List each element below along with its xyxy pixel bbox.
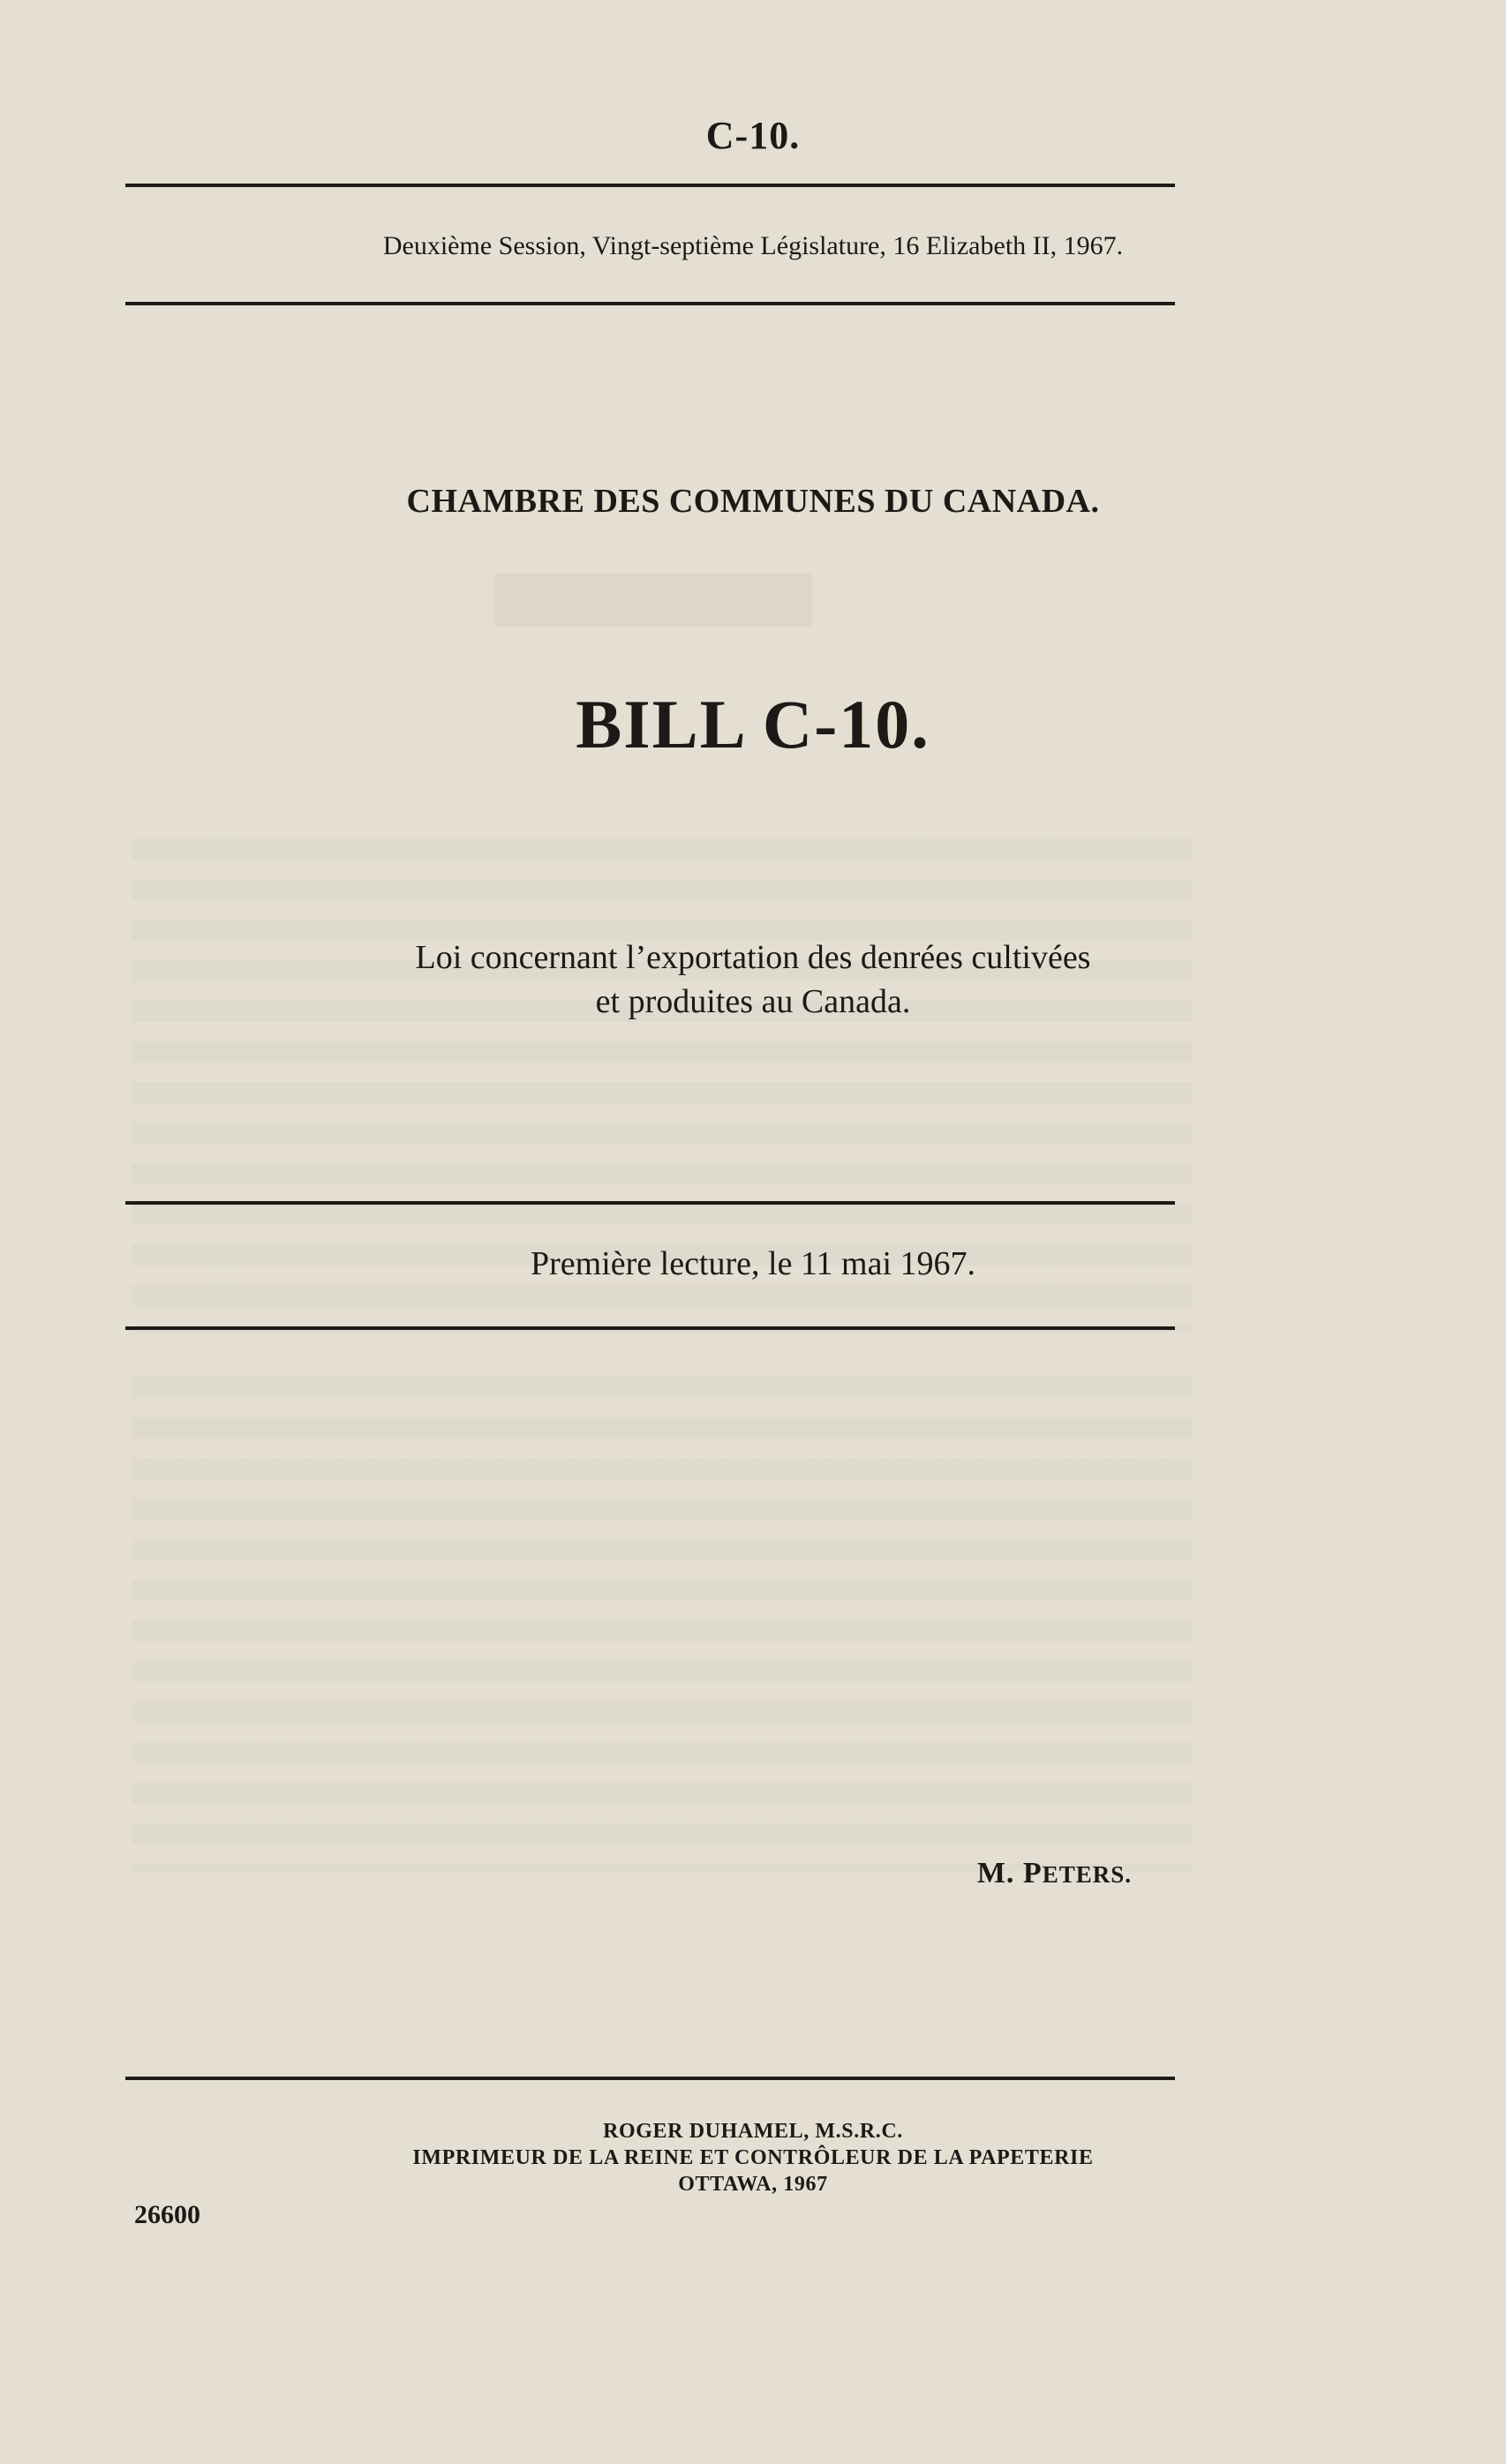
horizontal-rule xyxy=(125,2077,1175,2080)
long-title xyxy=(0,935,1506,1024)
first-reading-line: Première lecture, le 11 mai 1967. xyxy=(530,1245,976,1282)
job-number: 26600 xyxy=(134,2200,200,2229)
sponsor-name xyxy=(977,1857,1132,1890)
horizontal-rule xyxy=(125,1326,1175,1330)
bill-number-heading: C-10. xyxy=(705,114,801,157)
show-through-mark xyxy=(132,1377,1192,1871)
horizontal-rule xyxy=(125,184,1175,187)
sponsor-initial: M. P xyxy=(976,1857,1043,1889)
printer-name: ROGER DUHAMEL, M.S.R.C. xyxy=(603,2120,903,2143)
horizontal-rule xyxy=(125,1201,1175,1205)
show-through-mark xyxy=(494,574,812,627)
long-title-line-2: et produites au Canada. xyxy=(595,983,911,1020)
house-heading: CHAMBRE DES COMMUNES DU CANADA. xyxy=(406,483,1100,520)
long-title-line-1: Loi concernant l’exportation des denrées cultivées xyxy=(415,939,1091,976)
printer-title: IMPRIMEUR DE LA REINE ET CONTRÔLEUR DE LA PAPETERIE xyxy=(412,2146,1094,2169)
sponsor-small-caps: ETERS. xyxy=(1042,1861,1132,1888)
printer-place-year: OTTAWA, 1967 xyxy=(678,2173,828,2196)
horizontal-rule xyxy=(125,302,1175,305)
session-line: Deuxième Session, Vingt-septième Législature, 16 Elizabeth II, 1967. xyxy=(382,231,1124,260)
bill-title: BILL C-10. xyxy=(576,686,930,762)
printer-imprint xyxy=(0,2118,1506,2197)
